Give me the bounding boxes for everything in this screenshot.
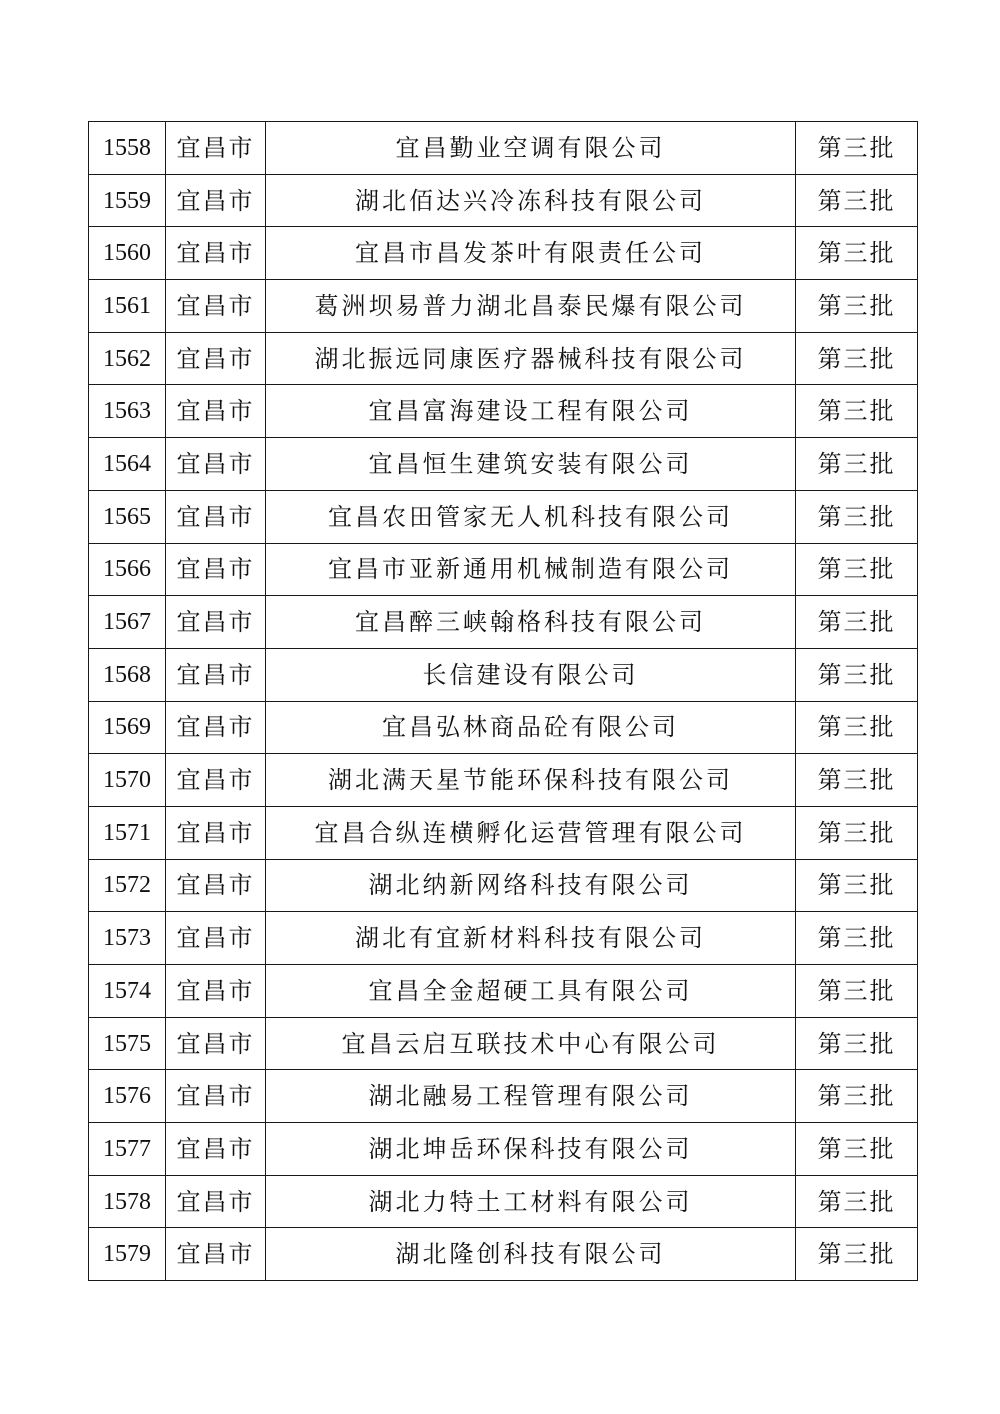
company-name-cell: 宜昌勤业空调有限公司	[266, 122, 796, 175]
company-name-cell: 湖北力特土工材料有限公司	[266, 1175, 796, 1228]
table-row	[89, 490, 918, 543]
company-name-cell: 宜昌市亚新通用机械制造有限公司	[266, 543, 796, 596]
row-number: 1568	[89, 648, 166, 701]
table-row	[89, 438, 918, 491]
table-row	[89, 596, 918, 649]
batch-cell: 第三批	[796, 438, 918, 491]
table-row	[89, 280, 918, 333]
row-number: 1570	[89, 754, 166, 807]
row-number: 1573	[89, 912, 166, 965]
row-number: 1569	[89, 701, 166, 754]
company-name-cell: 宜昌市昌发茶叶有限责任公司	[266, 227, 796, 280]
city-cell: 宜昌市	[166, 1017, 266, 1070]
city-cell: 宜昌市	[166, 754, 266, 807]
company-name-cell: 宜昌富海建设工程有限公司	[266, 385, 796, 438]
city-cell: 宜昌市	[166, 701, 266, 754]
row-number: 1576	[89, 1070, 166, 1123]
city-cell: 宜昌市	[166, 385, 266, 438]
batch-cell: 第三批	[796, 1017, 918, 1070]
batch-cell: 第三批	[796, 280, 918, 333]
row-number: 1572	[89, 859, 166, 912]
row-number: 1577	[89, 1123, 166, 1176]
city-cell: 宜昌市	[166, 596, 266, 649]
company-name-cell: 宜昌醉三峡翰格科技有限公司	[266, 596, 796, 649]
company-name-cell: 湖北隆创科技有限公司	[266, 1228, 796, 1281]
row-number: 1567	[89, 596, 166, 649]
row-number: 1566	[89, 543, 166, 596]
city-cell: 宜昌市	[166, 490, 266, 543]
company-name-cell: 湖北融易工程管理有限公司	[266, 1070, 796, 1123]
batch-cell: 第三批	[796, 1228, 918, 1281]
batch-cell: 第三批	[796, 1070, 918, 1123]
batch-cell: 第三批	[796, 806, 918, 859]
table-row	[89, 1228, 918, 1281]
table-body	[89, 122, 918, 1281]
company-name-cell: 湖北有宜新材料科技有限公司	[266, 912, 796, 965]
city-cell: 宜昌市	[166, 543, 266, 596]
company-name-cell: 长信建设有限公司	[266, 648, 796, 701]
company-name-cell: 宜昌恒生建筑安装有限公司	[266, 438, 796, 491]
batch-cell: 第三批	[796, 1175, 918, 1228]
table-row	[89, 754, 918, 807]
table-row	[89, 1123, 918, 1176]
city-cell: 宜昌市	[166, 227, 266, 280]
batch-cell: 第三批	[796, 859, 918, 912]
city-cell: 宜昌市	[166, 1070, 266, 1123]
row-number: 1579	[89, 1228, 166, 1281]
batch-cell: 第三批	[796, 122, 918, 175]
city-cell: 宜昌市	[166, 859, 266, 912]
row-number: 1564	[89, 438, 166, 491]
batch-cell: 第三批	[796, 701, 918, 754]
row-number: 1575	[89, 1017, 166, 1070]
batch-cell: 第三批	[796, 648, 918, 701]
table-row	[89, 965, 918, 1018]
city-cell: 宜昌市	[166, 332, 266, 385]
company-name-cell: 宜昌云启互联技术中心有限公司	[266, 1017, 796, 1070]
row-number: 1558	[89, 122, 166, 175]
table-row	[89, 701, 918, 754]
city-cell: 宜昌市	[166, 1175, 266, 1228]
batch-cell: 第三批	[796, 332, 918, 385]
table-row	[89, 806, 918, 859]
table-row	[89, 122, 918, 175]
city-cell: 宜昌市	[166, 174, 266, 227]
city-cell: 宜昌市	[166, 965, 266, 1018]
row-number: 1559	[89, 174, 166, 227]
batch-cell: 第三批	[796, 754, 918, 807]
batch-cell: 第三批	[796, 227, 918, 280]
table-row	[89, 227, 918, 280]
row-number: 1578	[89, 1175, 166, 1228]
table-row	[89, 174, 918, 227]
row-number: 1562	[89, 332, 166, 385]
table-row	[89, 859, 918, 912]
batch-cell: 第三批	[796, 543, 918, 596]
batch-cell: 第三批	[796, 912, 918, 965]
city-cell: 宜昌市	[166, 122, 266, 175]
company-name-cell: 湖北振远同康医疗器械科技有限公司	[266, 332, 796, 385]
company-name-cell: 宜昌合纵连横孵化运营管理有限公司	[266, 806, 796, 859]
table-row	[89, 648, 918, 701]
city-cell: 宜昌市	[166, 280, 266, 333]
row-number: 1563	[89, 385, 166, 438]
city-cell: 宜昌市	[166, 806, 266, 859]
company-name-cell: 葛洲坝易普力湖北昌泰民爆有限公司	[266, 280, 796, 333]
row-number: 1571	[89, 806, 166, 859]
city-cell: 宜昌市	[166, 912, 266, 965]
table-row	[89, 912, 918, 965]
company-name-cell: 宜昌弘林商品砼有限公司	[266, 701, 796, 754]
company-name-cell: 湖北满天星节能环保科技有限公司	[266, 754, 796, 807]
row-number: 1574	[89, 965, 166, 1018]
company-name-cell: 湖北坤岳环保科技有限公司	[266, 1123, 796, 1176]
city-cell: 宜昌市	[166, 438, 266, 491]
table-row	[89, 1070, 918, 1123]
batch-cell: 第三批	[796, 490, 918, 543]
table-row	[89, 1175, 918, 1228]
city-cell: 宜昌市	[166, 1123, 266, 1176]
batch-cell: 第三批	[796, 596, 918, 649]
company-name-cell: 湖北纳新网络科技有限公司	[266, 859, 796, 912]
company-name-cell: 湖北佰达兴冷冻科技有限公司	[266, 174, 796, 227]
city-cell: 宜昌市	[166, 1228, 266, 1281]
batch-cell: 第三批	[796, 965, 918, 1018]
table-row	[89, 543, 918, 596]
table-row	[89, 385, 918, 438]
batch-cell: 第三批	[796, 385, 918, 438]
batch-cell: 第三批	[796, 174, 918, 227]
company-name-cell: 宜昌农田管家无人机科技有限公司	[266, 490, 796, 543]
row-number: 1561	[89, 280, 166, 333]
row-number: 1560	[89, 227, 166, 280]
table-row	[89, 1017, 918, 1070]
company-list-table	[88, 121, 918, 1281]
batch-cell: 第三批	[796, 1123, 918, 1176]
company-name-cell: 宜昌全金超硬工具有限公司	[266, 965, 796, 1018]
table-row	[89, 332, 918, 385]
city-cell: 宜昌市	[166, 648, 266, 701]
row-number: 1565	[89, 490, 166, 543]
